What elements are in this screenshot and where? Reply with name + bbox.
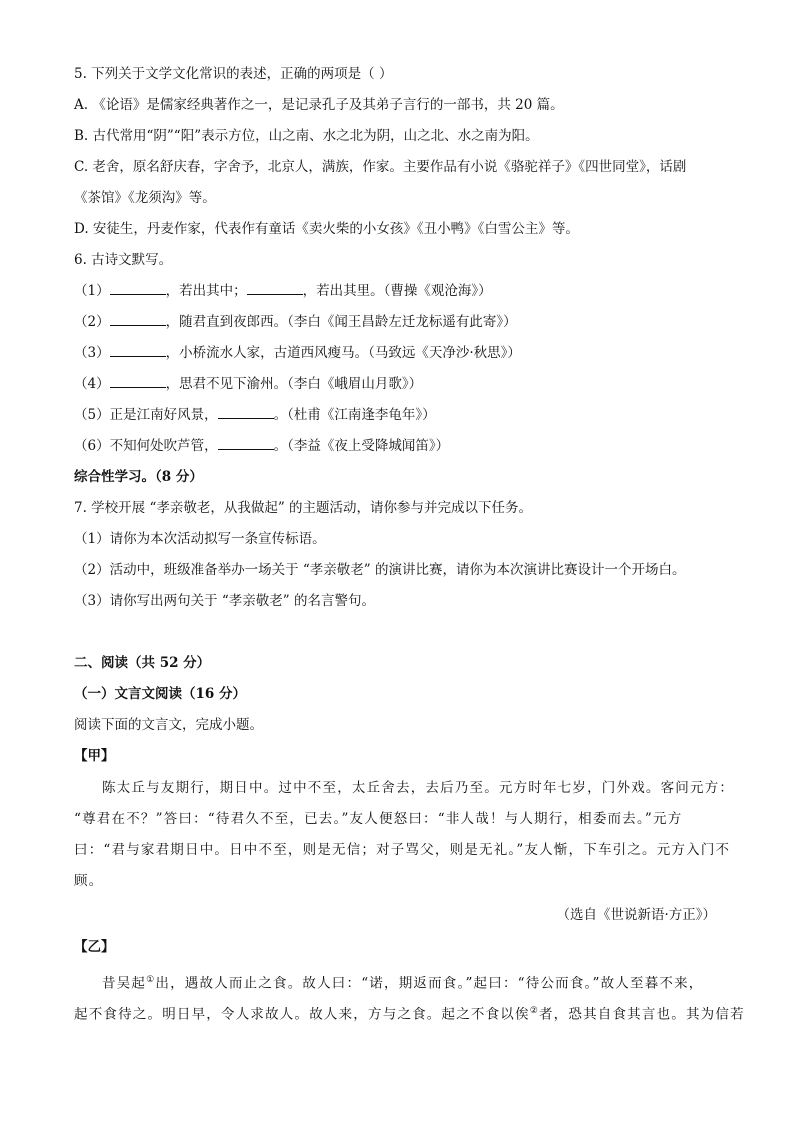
q6-item-4-suffix: ，思君不见下渝州。（李白《峨眉山月歌》） xyxy=(165,376,423,392)
q6-item-2 xyxy=(74,312,517,332)
question-5-stem: 5. 下列关于文学文化常识的表述，正确的两项是（ ） xyxy=(74,66,393,82)
q6-item-5-prefix: （5）正是江南好风景， xyxy=(74,407,218,423)
answer-blank[interactable] xyxy=(110,344,166,357)
q6-item-4-prefix: （4） xyxy=(74,376,110,392)
passage-text: 昔吴起 xyxy=(102,975,147,992)
passage-jia-source: （选自《世说新语·方正》） xyxy=(556,907,716,923)
section-heading-reading: 二、阅读（共 52 分） xyxy=(74,655,211,671)
q6-item-5-suffix: 。（杜甫《江南逢李龟年》） xyxy=(273,407,436,423)
question-7-stem: 7. 学校开展 “孝亲敬老，从我做起” 的主题活动，请你参与并完成以下任务。 xyxy=(74,500,533,516)
passage-yi-label: 【乙】 xyxy=(74,939,115,955)
passage-jia-line: 曰：“君与家君期日中。日中不至，则是无信；对子骂父，则是无礼。”友人惭，下车引之。元方入门不 xyxy=(74,842,731,858)
q6-item-1-middle: ，若出其中； xyxy=(165,283,247,299)
q6-item-6-suffix: 。（李益《夜上受降城闻笛》） xyxy=(273,438,450,454)
q6-item-1-suffix: ，若出其里。（曹操《观沧海》） xyxy=(302,283,492,299)
q6-item-3 xyxy=(74,343,521,363)
passage-text: 出，遇故人而止之食。故人曰：“诺，期返而食。”起曰：“待公而食。”故人至暮不来， xyxy=(155,975,704,992)
q6-item-6 xyxy=(74,436,449,456)
passage-text: 起不食待之。明日早，令人求故人。故人来，方与之食。起之不食以俟 xyxy=(74,1006,530,1023)
q6-item-4 xyxy=(74,374,422,394)
passage-jia-line: 顾。 xyxy=(74,873,104,889)
q6-item-2-prefix: （2） xyxy=(74,314,110,330)
answer-blank[interactable] xyxy=(247,282,303,295)
q7-subitem-2: （2）活动中，班级准备举办一场关于 “孝亲敬老” 的演讲比赛，请你为本次演讲比赛设计一个开场白。 xyxy=(74,562,686,578)
passage-jia-line: 陈太丘与友期行，期日中。过中不至，太丘舍去，去后乃至。元方时年七岁，门外戏。客问元方： xyxy=(102,780,735,796)
q6-item-6-prefix: （6）不知何处吹芦管， xyxy=(74,438,218,454)
q5-option-c-line1: C. 老舍，原名舒庆春，字舍予，北京人，满族，作家。主要作品有小说《骆驼祥子》《四世同堂》，话剧 xyxy=(74,159,687,175)
q5-option-d: D. 安徒生，丹麦作家，代表作有童话《卖火柴的小女孩》《丑小鸭》《白雪公主》等。 xyxy=(74,221,579,237)
q5-option-b: B. 古代常用“阴”“阳”表示方位，山之南、水之北为阴，山之北、水之南为阳。 xyxy=(74,128,539,144)
q5-option-a: A. 《论语》是儒家经典著作之一，是记录孔子及其弟子言行的一部书，共 20 篇。 xyxy=(74,97,564,113)
footnote-marker: ① xyxy=(146,975,156,985)
passage-jia-line: “尊君在不？”答曰：“待君久不至，已去。”友人便怒曰：“非人哉！与人期行，相委而去。”元方 xyxy=(74,811,683,827)
answer-blank[interactable] xyxy=(110,282,166,295)
question-6-stem: 6. 古诗文默写。 xyxy=(74,252,173,268)
answer-blank[interactable] xyxy=(218,437,274,450)
passage-text: 者，恐其自食其言也。其为信若 xyxy=(538,1006,745,1023)
passage-yi-line xyxy=(102,970,704,994)
q5-option-c-line2: 《茶馆》《龙须沟》等。 xyxy=(74,190,216,206)
answer-blank[interactable] xyxy=(110,375,166,388)
reading-instruction: 阅读下面的文言文，完成小题。 xyxy=(74,717,263,733)
section-heading-comprehensive: 综合性学习。（8 分） xyxy=(74,469,203,485)
q6-item-1-prefix: （1） xyxy=(74,283,110,299)
answer-blank[interactable] xyxy=(110,313,166,326)
passage-jia-label: 【甲】 xyxy=(74,748,115,764)
q6-item-1 xyxy=(74,281,492,301)
q6-item-2-suffix: ，随君直到夜郎西。（李白《闻王昌龄左迁龙标遥有此寄》） xyxy=(165,314,517,330)
answer-blank[interactable] xyxy=(218,406,274,419)
q6-item-3-prefix: （3） xyxy=(74,345,110,361)
subsection-heading-classical: （一）文言文阅读（16 分） xyxy=(74,686,246,702)
q7-subitem-1: （1）请你为本次活动拟写一条宣传标语。 xyxy=(74,531,326,547)
q6-item-5 xyxy=(74,405,436,425)
q6-item-3-suffix: ，小桥流水人家，古道西风瘦马。（马致远《天净沙·秋思》） xyxy=(165,345,521,361)
q7-subitem-3: （3）请你写出两句关于 “孝亲敬老” 的名言警句。 xyxy=(74,593,375,609)
footnote-marker: ② xyxy=(529,1006,539,1016)
passage-yi-line xyxy=(74,1001,745,1025)
